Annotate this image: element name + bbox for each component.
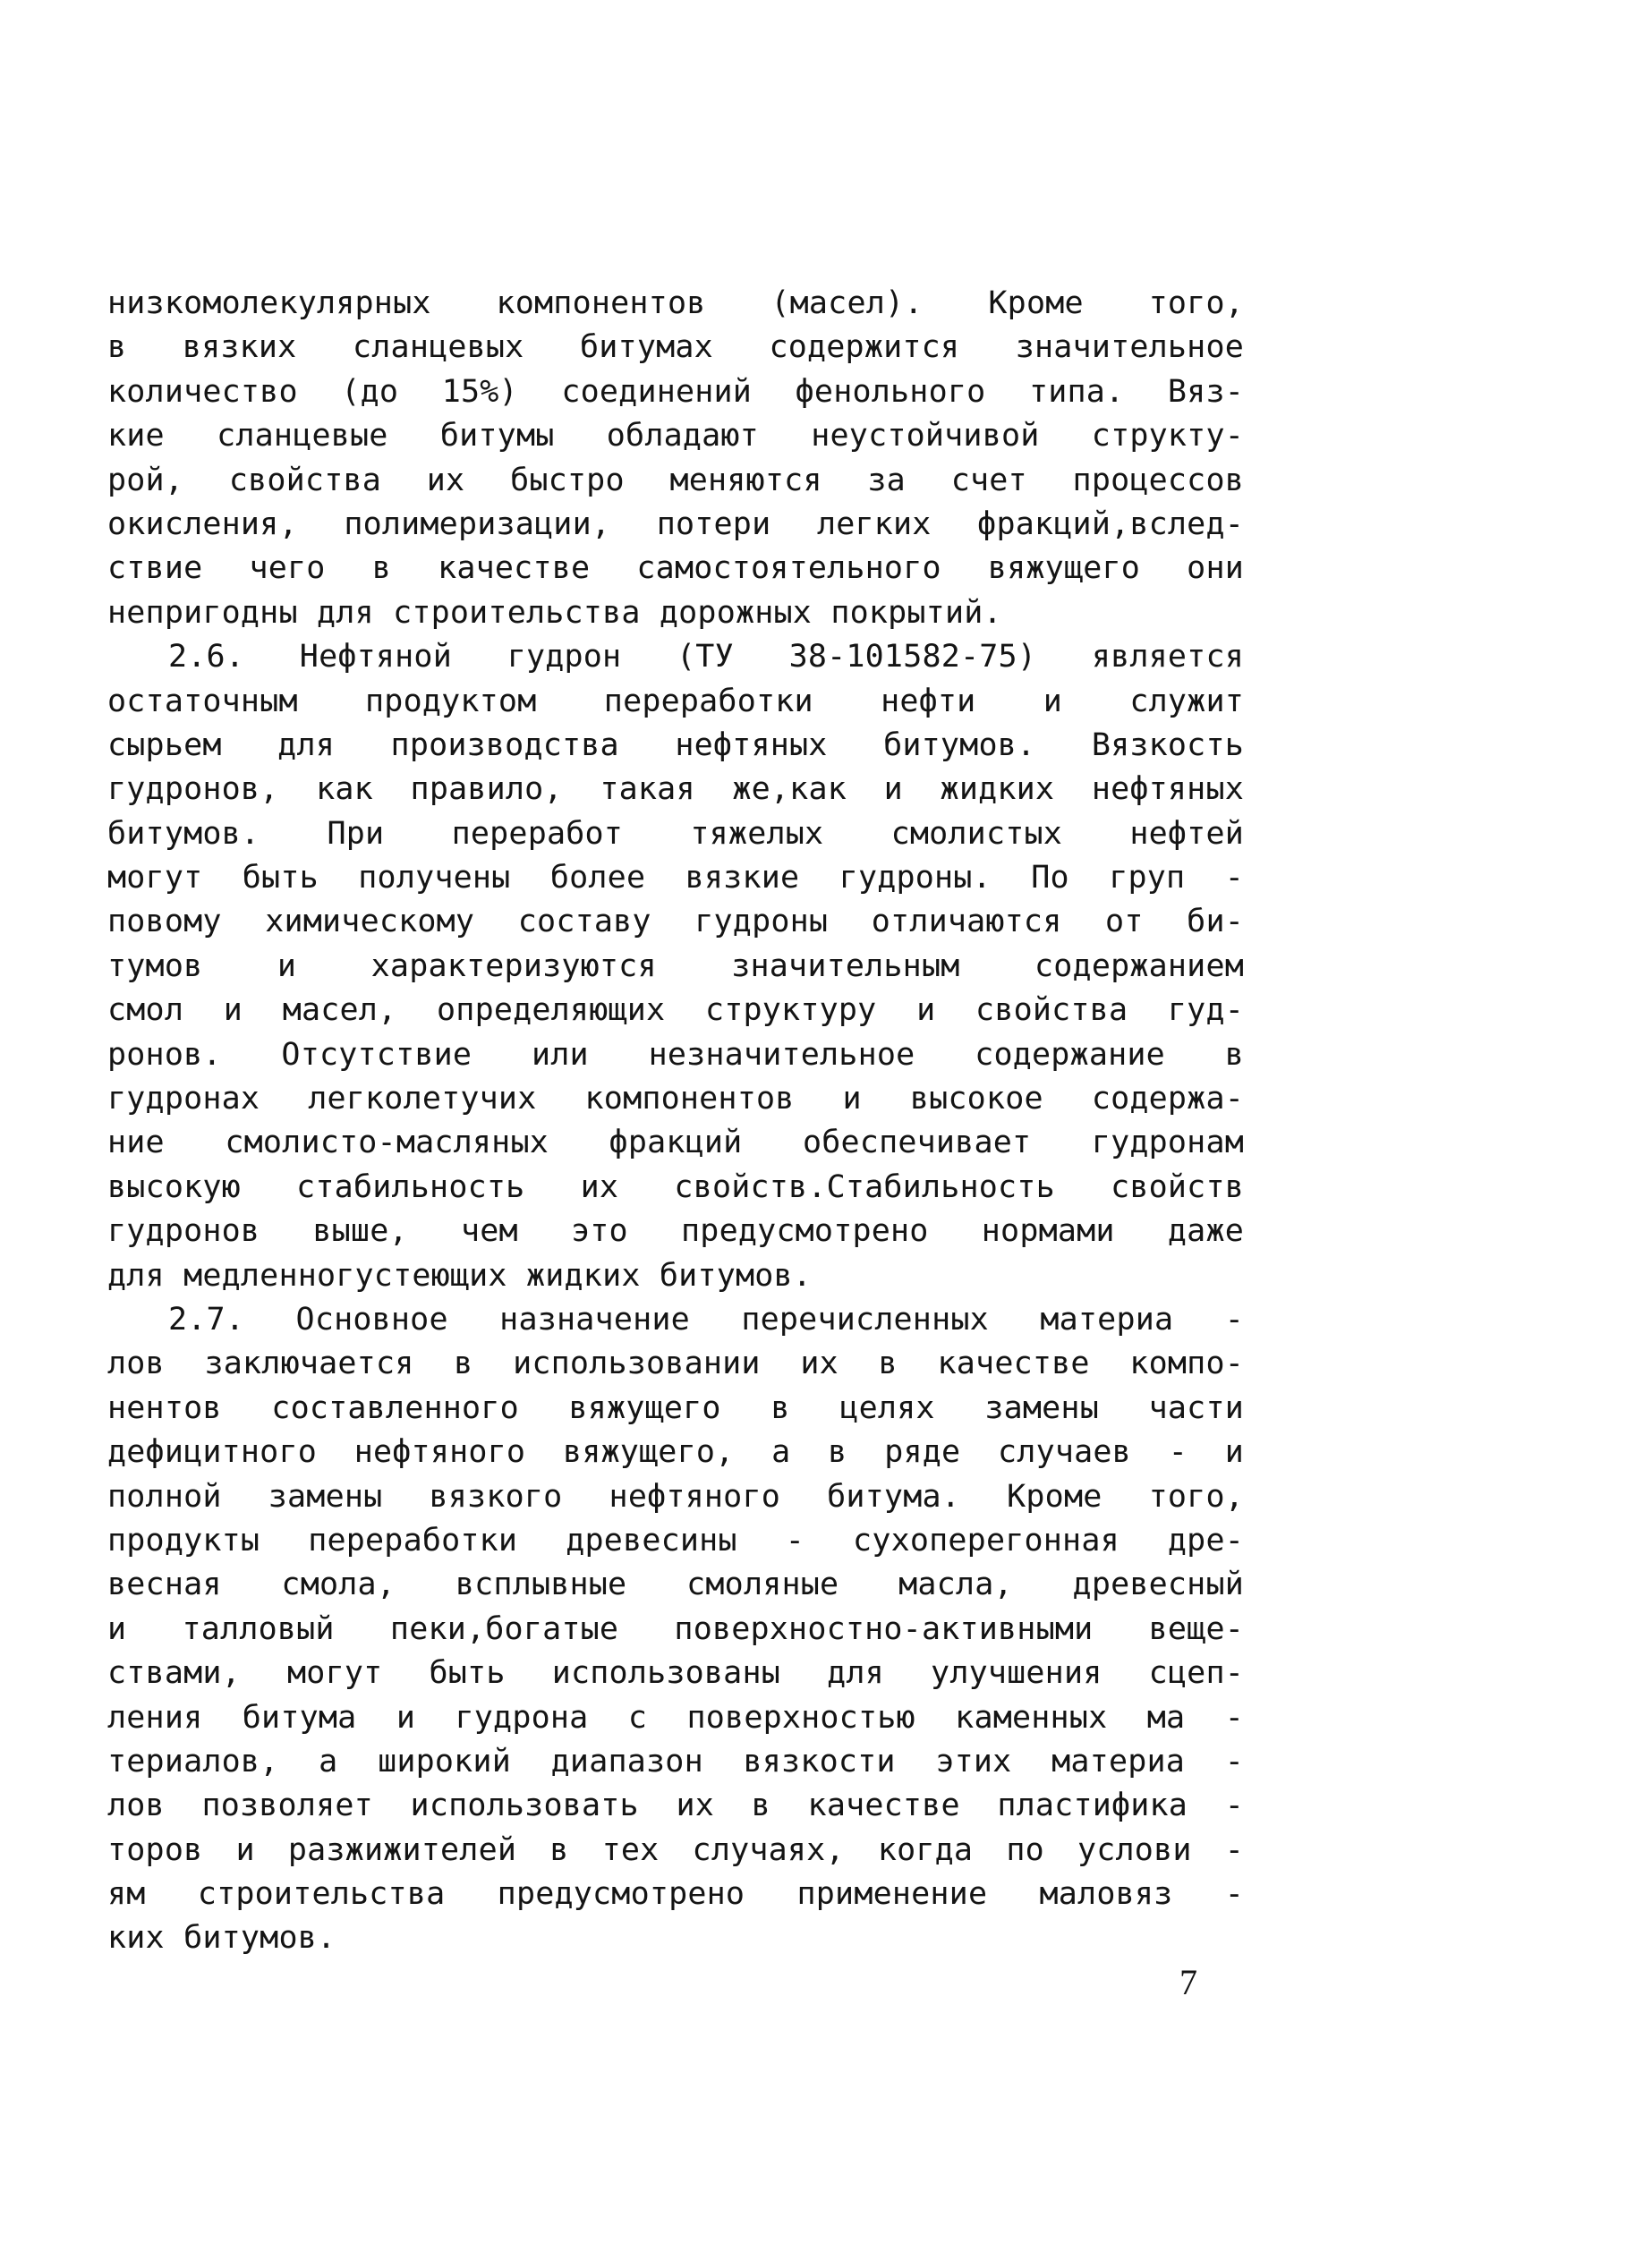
text-line: ронов. Отсутствие или незначительное содержание в [107,1036,1244,1073]
text-line: остаточным продуктом переработки нефти и служит [107,683,1244,719]
text-line: непригодны для строительства дорожных покрытий. [107,594,1002,631]
text-line: ствами, могут быть использованы для улучшения сцеп- [107,1655,1244,1692]
text-line: 2.7. Основное назначение перечисленных материа - [168,1301,1244,1338]
text-line: высокую стабильность их свойств.Стабильность свойств [107,1168,1244,1205]
text-line: тумов и характеризуются значительным содержанием [107,947,1244,984]
text-line: териалов, а широкий диапазон вязкости этих материа - [107,1743,1244,1780]
text-line: ям строительства предусмотрено применение маловяз - [107,1876,1244,1913]
text-line: гудронов выше, чем это предусмотрено нормами даже [107,1213,1244,1250]
text-line: битумов. При переработ тяжелых смолистых нефтей [107,815,1244,852]
text-line: окисления, полимеризации, потери легких фракций,вслед- [107,505,1244,542]
text-line: ких битумов. [107,1920,336,1957]
paragraph [107,635,1244,1298]
page-number: 7 [1179,1962,1197,2002]
text-line: дефицитного нефтяного вяжущего, а в ряде случаев - и [107,1434,1244,1471]
text-line: в вязких сланцевых битумах содержится значительное [107,329,1244,366]
text-line: продукты переработки древесины - сухоперегонная дре- [107,1522,1244,1559]
text-line: лов позволяет использовать их в качестве пластифика - [107,1788,1244,1824]
text-line: для медленногустеющих жидких битумов. [107,1257,813,1294]
text-line: ления битума и гудрона с поверхностью каменных ма - [107,1699,1244,1736]
text-line: кие сланцевые битумы обладают неустойчивой структу- [107,418,1244,454]
text-line: нентов составленного вяжущего в целях замены части [107,1389,1244,1426]
text-line: ствие чего в качестве самостоятельного вяжущего они [107,550,1244,587]
text-line: и талловый пеки,богатые поверхностно-активными веще- [107,1610,1244,1647]
paragraph [107,282,1244,635]
text-line: торов и разжижителей в тех случаях, когда по услови - [107,1831,1244,1868]
text-line: полной замены вязкого нефтяного битума. Кроме того, [107,1478,1244,1515]
text-line: количество (до 15%) соединений фенольного типа. Вяз- [107,373,1244,410]
text-line: смол и масел, определяющих структуру и свойства гуд- [107,992,1244,1029]
text-line: могут быть получены более вязкие гудроны. По груп - [107,860,1244,896]
text-line: рой, свойства их быстро меняются за счет процессов [107,462,1244,498]
text-line: гудронов, как правило, такая же,как и жидких нефтяных [107,771,1244,808]
paragraph [107,1298,1244,1961]
text-line: низкомолекулярных компонентов (масел). Кроме того, [107,285,1244,321]
text-line: гудронах легколетучих компонентов и высокое содержа- [107,1081,1244,1117]
text-line: лов заключается в использовании их в качестве компо- [107,1346,1244,1382]
body-text [107,282,1244,1961]
text-line: весная смола, всплывные смоляные масла, древесный [107,1567,1244,1603]
text-line: повому химическому составу гудроны отличаются от би- [107,904,1244,940]
text-line: сырьем для производства нефтяных битумов. Вязкость [107,726,1244,763]
text-line: 2.6. Нефтяной гудрон (ТУ 38-101582-75) является [168,639,1244,675]
text-line: ние смолисто-масляных фракций обеспечивает гудронам [107,1125,1244,1161]
